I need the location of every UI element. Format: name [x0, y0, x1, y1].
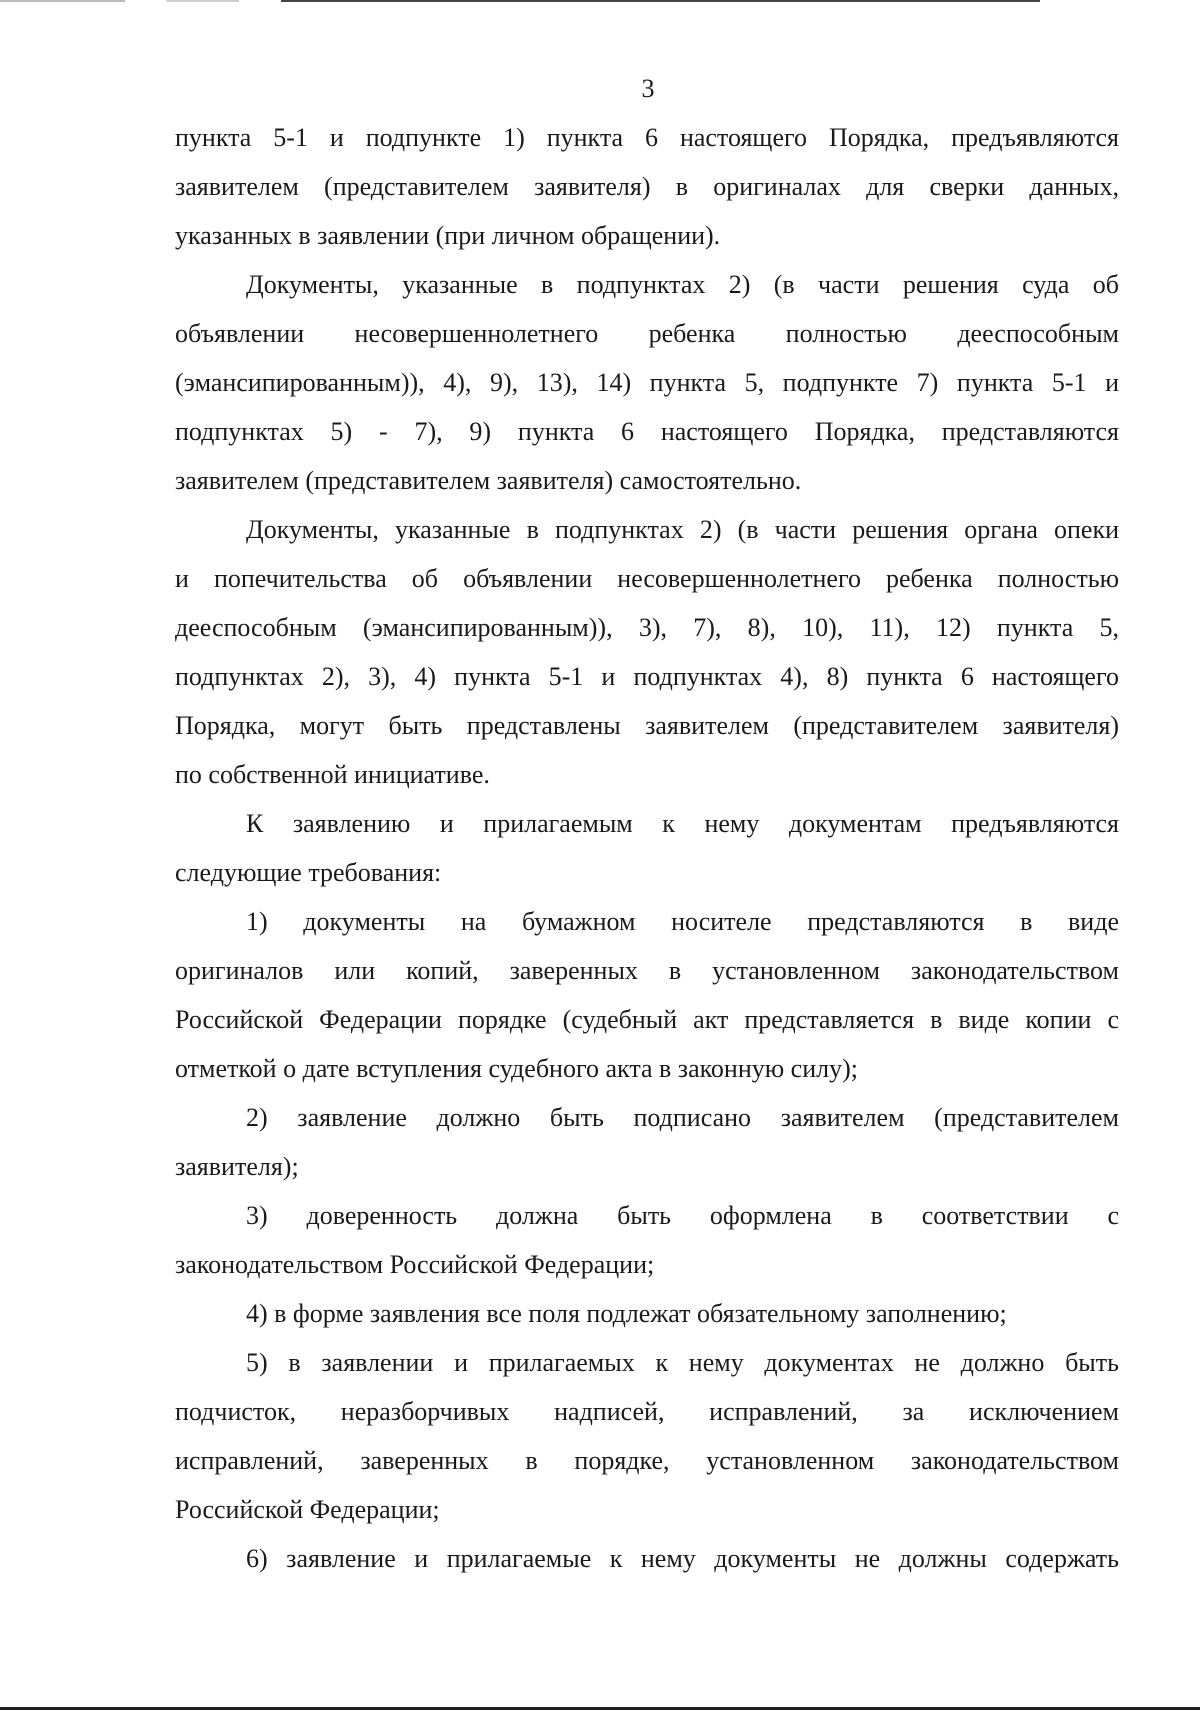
text-line: Российской Федерации порядке (судебный акт представляется в виде копии с	[175, 1005, 1119, 1034]
text-line: Документы, указанные в подпунктах 2) (в части решения органа опеки	[246, 515, 1119, 544]
list-item-5	[175, 1338, 1119, 1534]
scan-edge-top	[0, 0, 1040, 2]
text-line: и попечительства об объявлении несовершеннолетнего ребенка полностью	[175, 564, 1119, 593]
text-line: 6) заявление и прилагаемые к нему документы не должны содержать	[246, 1544, 1119, 1573]
text-line: объявлении несовершеннолетнего ребенка полностью дееспособным	[175, 319, 1119, 348]
paragraph-2	[175, 260, 1119, 505]
text-line: Российской Федерации;	[175, 1495, 440, 1524]
page-number: 3	[641, 74, 655, 103]
document-body	[175, 113, 1119, 1583]
scan-edge-bottom	[0, 1707, 1200, 1710]
text-line: 1) документы на бумажном носителе представляются в виде	[246, 907, 1119, 936]
list-item-4	[175, 1289, 1119, 1338]
list-item-6	[175, 1534, 1119, 1583]
text-line: дееспособным (эмансипированным)), 3), 7), 8), 10), 11), 12) пункта 5,	[175, 613, 1119, 642]
list-item-2	[175, 1093, 1119, 1191]
text-line: 2) заявление должно быть подписано заявителем (представителем	[246, 1103, 1119, 1132]
text-line: заявителем (представителем заявителя) в оригиналах для сверки данных,	[175, 172, 1119, 201]
paragraph-3	[175, 505, 1119, 799]
text-line: подпунктах 2), 3), 4) пункта 5-1 и подпунктах 4), 8) пункта 6 настоящего	[175, 662, 1119, 691]
text-line: исправлений, заверенных в порядке, установленном законодательством	[175, 1446, 1119, 1475]
text-line: отметкой о дате вступления судебного акта в законную силу);	[175, 1054, 858, 1083]
text-line: (эмансипированным)), 4), 9), 13), 14) пункта 5, подпункте 7) пункта 5-1 и	[175, 368, 1119, 397]
text-line: по собственной инициативе.	[175, 760, 490, 789]
list-item-3	[175, 1191, 1119, 1289]
text-line: 3) доверенность должна быть оформлена в соответствии с	[246, 1201, 1119, 1230]
text-line: заявителем (представителем заявителя) самостоятельно.	[175, 466, 802, 495]
text-line: следующие требования:	[175, 858, 442, 887]
text-line: 4) в форме заявления все поля подлежат обязательному заполнению;	[246, 1299, 1007, 1328]
text-line: заявителя);	[175, 1152, 299, 1181]
paragraph-4	[175, 799, 1119, 897]
text-line: оригиналов или копий, заверенных в установленном законодательством	[175, 956, 1119, 985]
text-line: подчисток, неразборчивых надписей, исправлений, за исключением	[175, 1397, 1119, 1426]
text-line: Документы, указанные в подпунктах 2) (в части решения суда об	[246, 270, 1119, 299]
text-line: 5) в заявлении и прилагаемых к нему документах не должно быть	[246, 1348, 1119, 1377]
text-line: пункта 5-1 и подпункте 1) пункта 6 настоящего Порядка, предъявляются	[175, 123, 1119, 152]
text-line: законодательством Российской Федерации;	[175, 1250, 655, 1279]
paragraph-1	[175, 113, 1119, 260]
text-line: Порядка, могут быть представлены заявителем (представителем заявителя)	[175, 711, 1119, 740]
text-line: К заявлению и прилагаемым к нему документам предъявляются	[246, 809, 1119, 838]
text-line: подпунктах 5) - 7), 9) пункта 6 настоящего Порядка, представляются	[175, 417, 1119, 446]
list-item-1	[175, 897, 1119, 1093]
text-line: указанных в заявлении (при личном обращении).	[175, 221, 721, 250]
